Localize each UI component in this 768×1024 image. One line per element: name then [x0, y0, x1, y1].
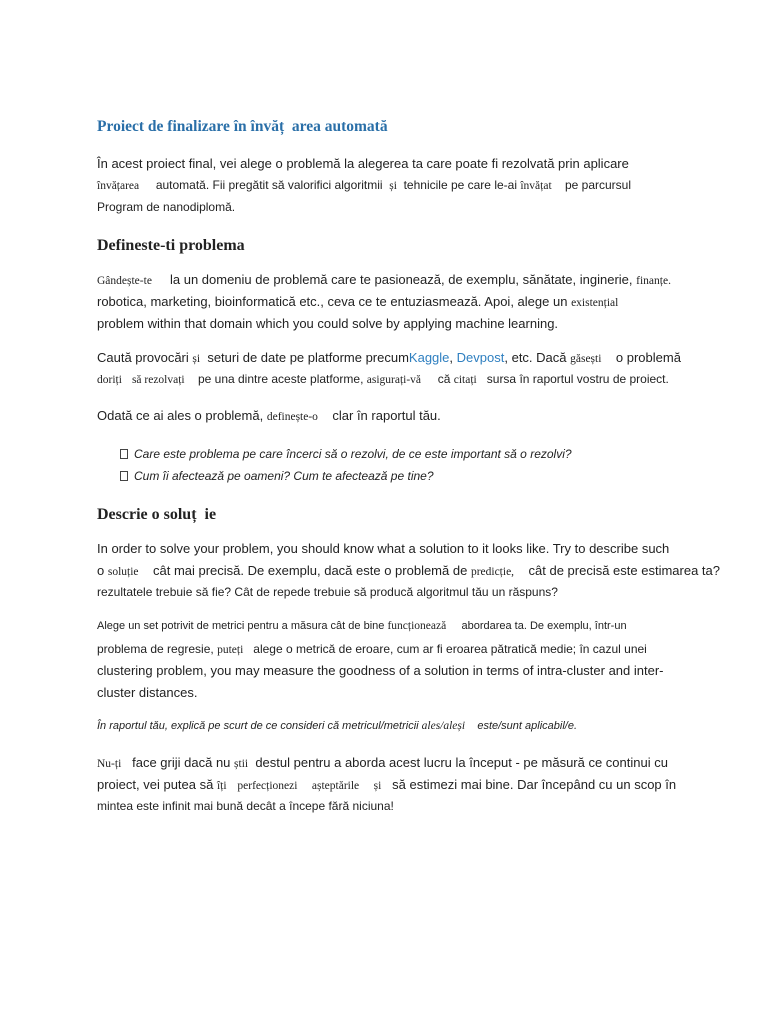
document-title: Proiect de finalizare în învăț area automată	[97, 118, 388, 135]
bullet-item-1: Care este problema pe care încerci să o rezolvi, de ce este important să o rezolvi?	[120, 448, 572, 460]
problem-p2-line-2: doriți să rezolvați pe una dintre aceste platforme, asigurați-vă că citați sursa în raportul vostru de proiect.	[97, 372, 669, 386]
problem-p3: Odată ce ai ales o problemă, definește-o clar în raportul tău.	[97, 408, 441, 423]
intro-line-3: Program de nanodiplomă.	[97, 200, 236, 214]
solution-p1-line-3: rezultatele trebuie să fie? Cât de repede trebuie să producă algoritmul tău un răspuns?	[97, 585, 558, 599]
solution-p2-line-3: clustering problem, you may measure the goodness of a solution in terms of intra-cluster and inter-	[97, 663, 664, 678]
section-heading-solution: Descrie o soluț ie	[97, 506, 217, 523]
kaggle-link[interactable]: Kaggle	[408, 350, 450, 365]
solution-p4-line-3: mintea este infinit mai bună decât a începe fără niciuna!	[97, 799, 394, 813]
devpost-link[interactable]: Devpost	[456, 350, 505, 365]
bullet-box-icon	[120, 471, 128, 481]
bullet-box-icon	[120, 449, 128, 459]
problem-p1-line-2: robotica, marketing, bioinformatică etc., ceva ce te entuziasmează. Apoi, alege un existențial	[97, 294, 619, 309]
solution-p2-line-1: Alege un set potrivit de metrici pentru a măsura cât de bine funcționează abordarea ta. De exemplu, într-un	[97, 620, 627, 632]
solution-p1-line-1: In order to solve your problem, you should know what a solution to it looks like. Try to describe such	[97, 541, 670, 556]
problem-p1-line-1: Gândește-te la un domeniu de problemă care te pasionează, de exemplu, sănătate, inginerie, finanțe.	[97, 272, 671, 287]
solution-p3: În raportul tău, explică pe scurt de ce consideri că metricul/metricii ales/aleși este/sunt aplicabil/e.	[97, 720, 577, 732]
problem-p2-line-1: Caută provocări și seturi de date pe platforme precumKaggle, Devpost, etc. Dacă găsești o problemă	[97, 350, 681, 365]
solution-p2-line-4: cluster distances.	[97, 685, 198, 700]
intro-line-2: învățarea automată. Fii pregătit să valorifici algoritmii și tehnicile pe care le-ai învățat pe parcursul	[97, 178, 632, 192]
solution-p1-line-2: o soluție cât mai precisă. De exemplu, dacă este o problemă de predicție, cât de precisă este estimarea ta?	[97, 563, 721, 578]
problem-p1-line-3: problem within that domain which you could solve by applying machine learning.	[97, 316, 559, 331]
section-heading-problem: Defineste-ti problema	[97, 237, 245, 254]
intro-line-1: În acest proiect final, vei alege o problemă la alegerea ta care poate fi rezolvată prin aplicare	[97, 156, 629, 171]
bullet-item-2: Cum îi afectează pe oameni? Cum te afectează pe tine?	[120, 470, 434, 482]
solution-p2-line-2: problema de regresie, puteți alege o metrică de eroare, cum ar fi eroarea pătratică medie; în cazul unei	[97, 642, 647, 656]
solution-p4-line-1: Nu-ți face griji dacă nu știi destul pentru a aborda acest lucru la început - pe măsură ce continui cu	[97, 755, 668, 770]
solution-p4-line-2: proiect, vei putea să îți perfecționezi așteptările și să estimezi mai bine. Dar începând cu un scop în	[97, 777, 677, 792]
